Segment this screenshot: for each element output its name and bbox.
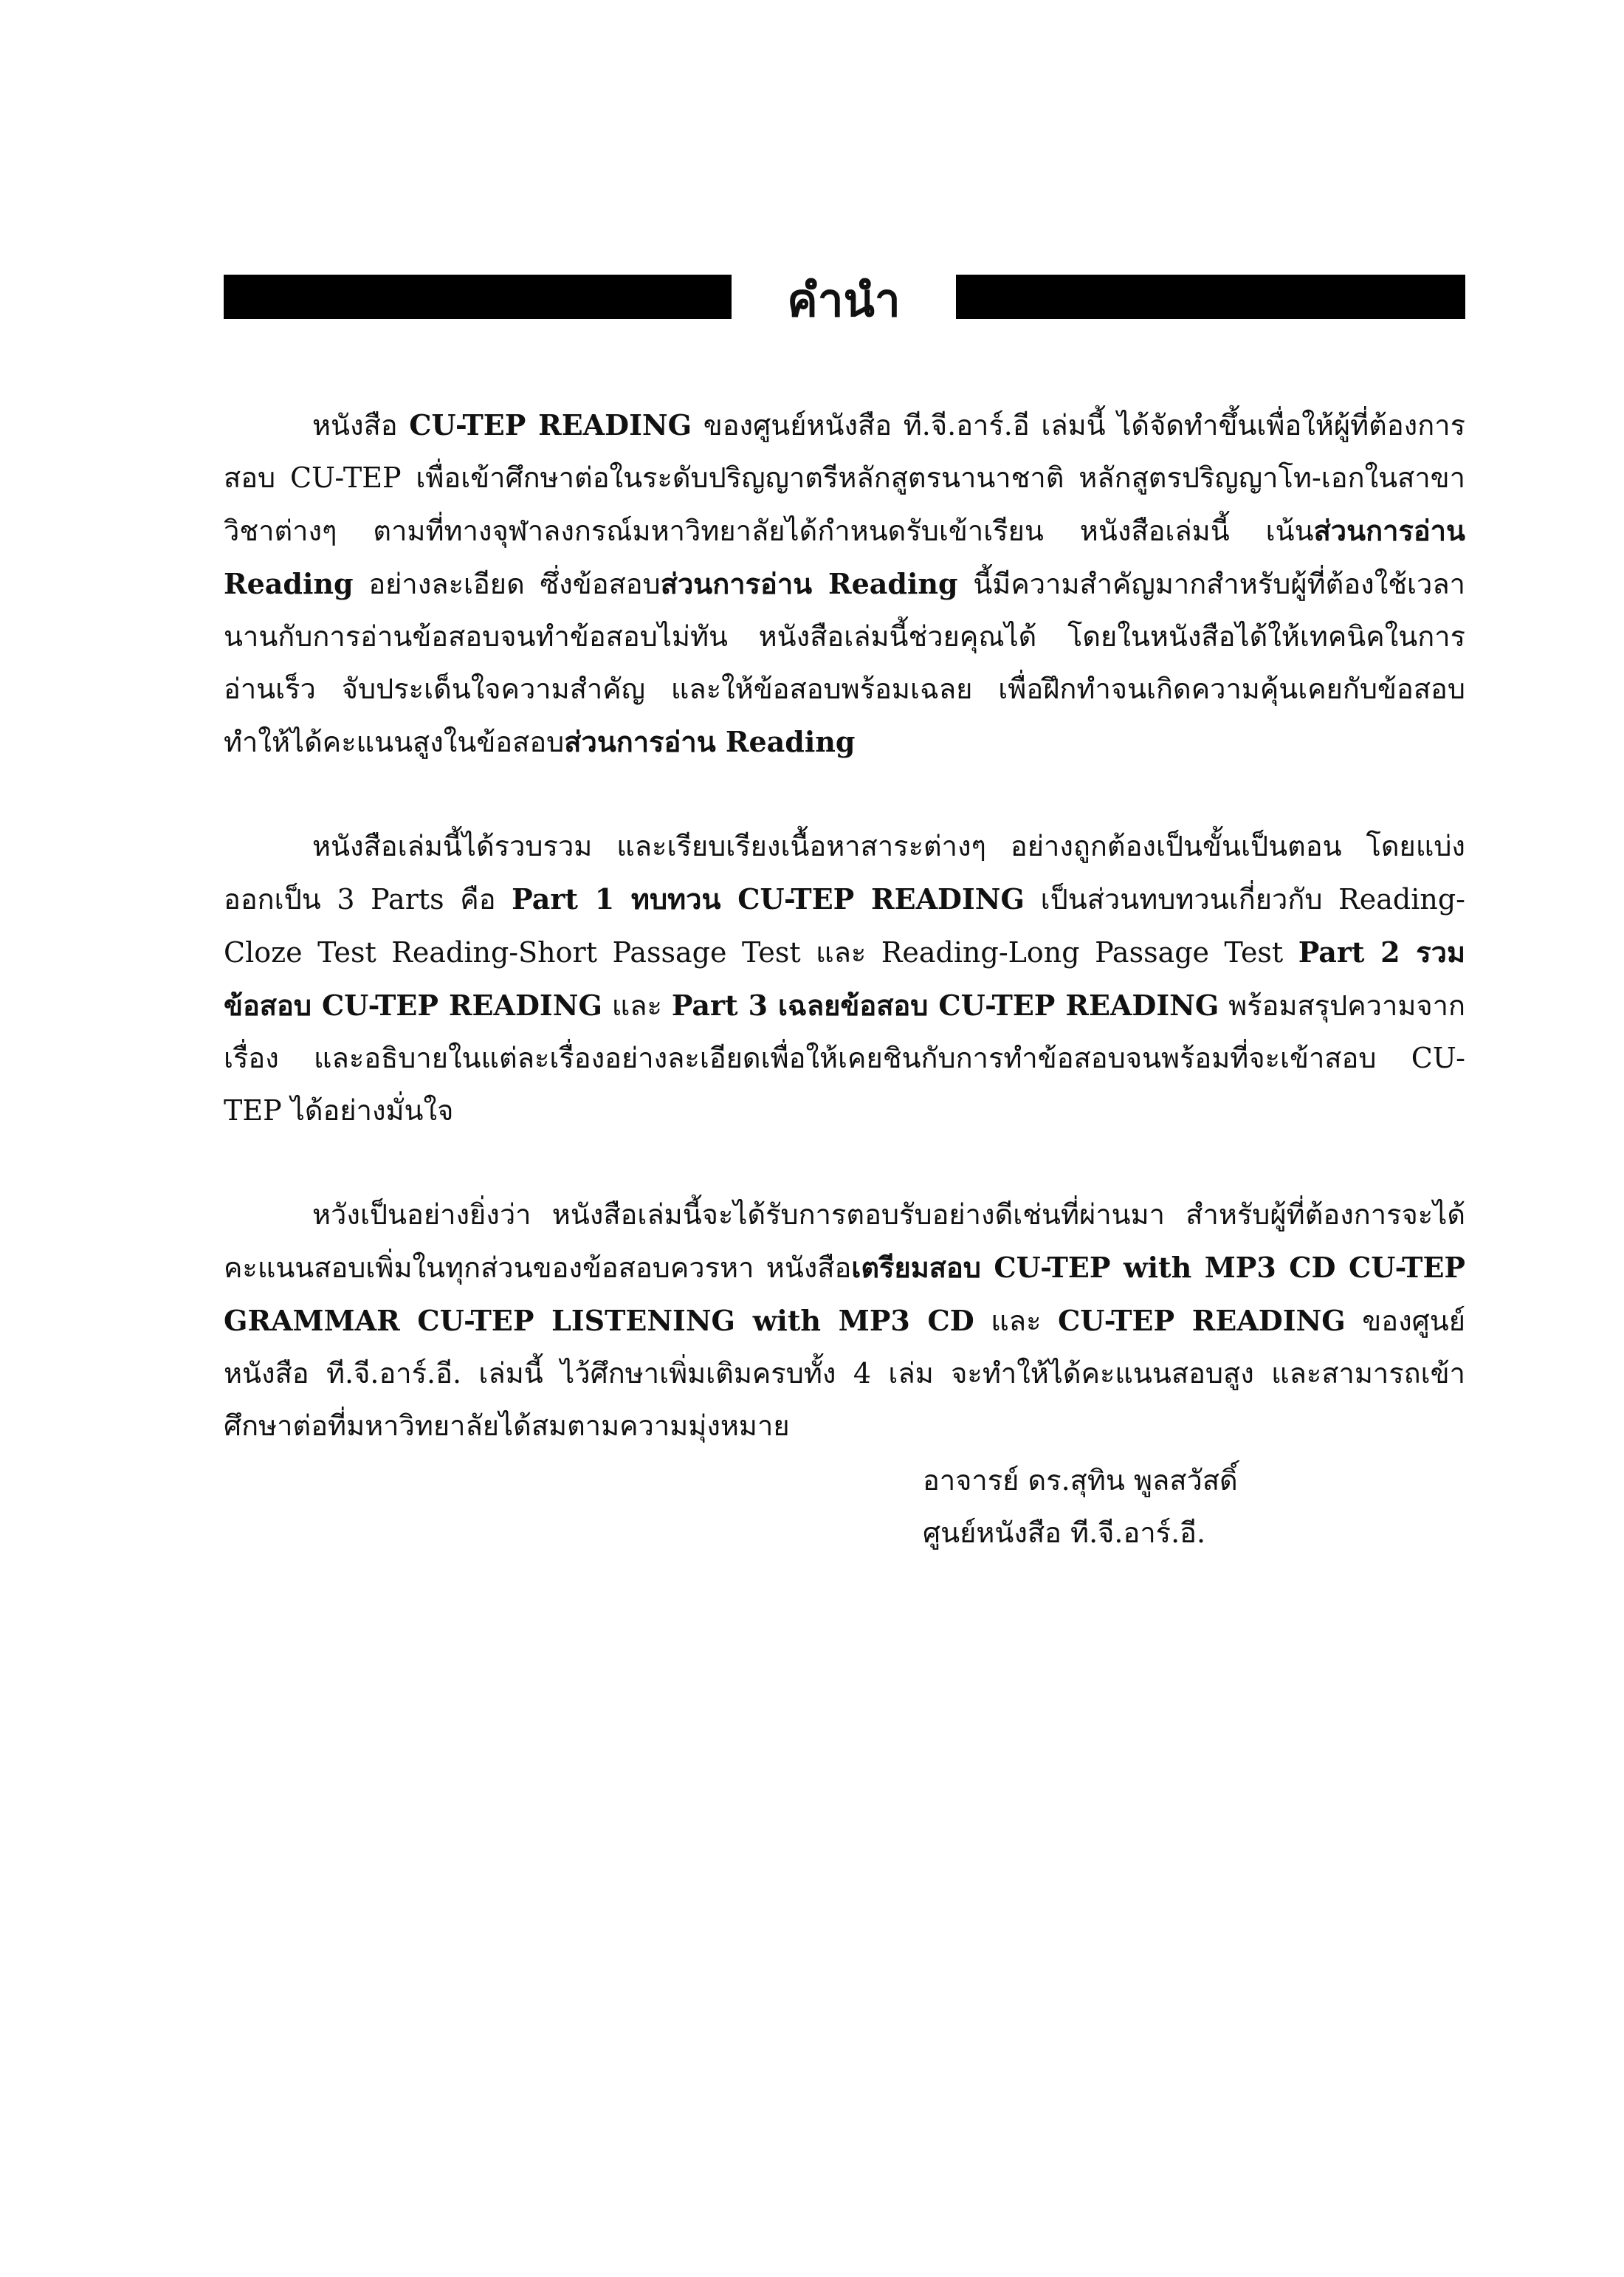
preface-body	[224, 399, 1465, 1452]
body-text: อย่างละเอียด ซึ่งข้อสอบ	[353, 568, 661, 600]
bold-text: Part 1 ทบทวน CU-TEP READING	[512, 882, 1025, 916]
body-text: และ	[602, 989, 672, 1022]
body-text: หวังเป็นอย่างยิ่งว่า หนังสือเล่มนี้จะได้รับการตอบรับอย่างดีเช่นที่ผ่านมา สำหรับผู้ที่ต้องการจะได้คะแนนสอบเพิ่มในทุกส่วนของข้อสอบควรหา หนังสือ	[224, 1198, 1465, 1284]
bold-text: Part 3 เฉลยข้อสอบ CU-TEP READING	[671, 989, 1219, 1022]
bold-text: CU-TEP READING	[1058, 1304, 1346, 1337]
body-text: ของศูนย์หนังสือ ที.จี.อาร์.อี เล่มนี้ ได้จัดทำขึ้นเพื่อให้ผู้ที่ต้องการสอบ CU-TEP เพื่อเข้าศึกษาต่อในระดับปริญญาตรีหลักสูตรนานาชาติ หลักสูตรปริญญาโท-เอกในสาขาวิชาต่างๆ ตามที่ทางจุฬาลงกรณ์มหาวิทยาลัยได้กำหนดรับเข้าเรียน หนังสือเล่มนี้ เน้น	[224, 409, 1465, 547]
body-text: พร้อมสรุปความจากเรื่อง และอธิบายในแต่ละเรื่องอย่างละเอียดเพื่อให้เคยชินกับการทำข้อสอบจนพร้อมที่จะเข้าสอบ CU-TEP ได้อย่างมั่นใจ	[224, 989, 1466, 1127]
body-text: ของศูนย์หนังสือ ที.จี.อาร์.อี. เล่มนี้ ไว้ศึกษาเพิ่มเติมครบทั้ง 4 เล่ม จะทำให้ได้คะแนนสอบสูง และสามารถเข้าศึกษาต่อที่มหาวิทยาลัยได้สมตามความมุ่งหมาย	[224, 1305, 1466, 1442]
body-text: และ	[974, 1305, 1059, 1337]
bold-text: ส่วนการอ่าน Reading	[224, 514, 1465, 600]
paragraph-1	[224, 399, 1465, 769]
bold-text: ส่วนการอ่าน Reading	[564, 725, 856, 758]
signature-name: อาจารย์ ดร.สุทิน พูลสวัสดิ์	[923, 1464, 1238, 1497]
body-text: เป็นส่วนทบทวนเกี่ยวกับ Reading-Cloze Test Reading-Short Passage Test และ Reading-Long Passage Test	[224, 883, 1465, 969]
paragraph-3	[224, 1189, 1465, 1452]
title-bar-right	[956, 275, 1465, 319]
signature-block	[923, 1455, 1238, 1559]
body-text: นี้มีความสำคัญมากสำหรับผู้ที่ต้องใช้เวลานานกับการอ่านข้อสอบจนทำข้อสอบไม่ทัน หนังสือเล่มนี้ช่วยคุณได้ โดยในหนังสือได้ให้เทคนิคในการอ่านเร็ว จับประเด็นใจความสำคัญ และให้ข้อสอบพร้อมเฉลย เพื่อฝึกทำจนเกิดความคุ้นเคยกับข้อสอบ ทำให้ได้คะแนนสูงในข้อสอบ	[224, 568, 1465, 758]
paragraph-2	[224, 820, 1465, 1137]
bold-text: CU-TEP READING	[409, 408, 692, 442]
title-bar-left	[224, 275, 732, 319]
bold-text: เตรียมสอบ CU-TEP with MP3 CD CU-TEP GRAMMAR CU-TEP LISTENING with MP3 CD	[224, 1251, 1465, 1337]
bold-text: Part 2 รวมข้อสอบ CU-TEP READING	[224, 935, 1465, 1022]
page-title: คำนำ	[787, 273, 901, 327]
title-row	[224, 267, 1465, 334]
body-text: หนังสือเล่มนี้ได้รวบรวม และเรียบเรียงเนื้อหาสาระต่างๆ อย่างถูกต้องเป็นขั้นเป็นตอน โดยแบ่งออกเป็น 3 Parts คือ	[224, 830, 1465, 916]
signature-organization: ศูนย์หนังสือ ที.จี.อาร์.อี.	[923, 1517, 1206, 1549]
body-text: หนังสือ	[312, 409, 410, 442]
bold-text: ส่วนการอ่าน Reading	[660, 567, 958, 600]
